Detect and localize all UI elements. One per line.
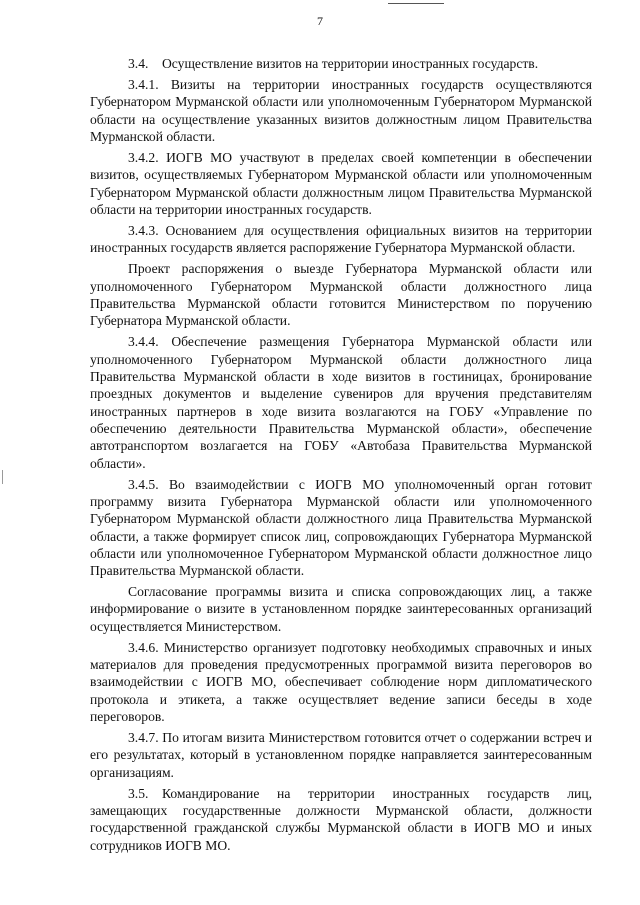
paragraph-3-4-7: 3.4.7. По итогам визита Министерством готовится отчет о содержании встреч и его результатах, который в установленном порядке направляется заинтересованным организациям.: [90, 730, 592, 780]
paragraph-draft-order: Проект распоряжения о выезде Губернатора Мурманской области или уполномоченного Губернатором Мурманской области должностного лица Правительства Мурманской области готовится Министерством по поручению Губернатора Мурманской области.: [90, 261, 592, 329]
paragraph-3-4-2: 3.4.2. ИОГВ МО участвуют в пределах своей компетенции в обеспечении визитов, осуществляемых Губернатором Мурманской области или уполномоченным Губернатором Мурманской области должностным лицом Правительства Мурманской области на территории иностранных государств.: [90, 150, 592, 217]
paragraph-3-4-3: 3.4.3. Основанием для осуществления официальных визитов на территории иностранных государств является распоряжение Губернатора Мурманской области.: [90, 223, 592, 256]
paragraph-3-5: 3.5. Командирование на территории иностранных государств лиц, замещающих государственные должности Мурманской области, должности государственной гражданской службы Мурманской области в ИОГВ МО и иных сотрудников ИОГВ МО.: [90, 785, 592, 853]
paragraph-3-4-5: 3.4.5. Во взаимодействии с ИОГВ МО уполномоченный орган готовит программу визита Губернатора Мурманской области или уполномоченного Губернатором Мурманской области должностного лица Правительства Мурманской области, а также формирует список лиц, сопровождающих Губернатора Мурманской области или уполномоченное Губернатором Мурманской области должностное лицо Правительства Мурманской области.: [90, 476, 592, 579]
paragraph-3-4-6: 3.4.6. Министерство организует подготовку необходимых справочных и иных материалов для проведения предусмотренных программой визита переговоров во взаимодействии с ИОГВ МО, обеспечивает соблюдение норм дипломатического протокола и этикета, а также осуществляет ведение записи беседы в ходе переговоров.: [90, 639, 592, 725]
paragraph-3-4-1: 3.4.1. Визиты на территории иностранных государств осуществляются Губернатором Мурманской области или уполномоченным Губернатором Мурманской области на осуществление указанных визитов должностным лицом Правительства Мурманской области.: [90, 77, 592, 144]
page-number: 7: [317, 14, 323, 28]
header-rule: [388, 3, 444, 4]
margin-mark: [2, 470, 3, 484]
document-body: [90, 55, 592, 858]
paragraph-3-4-4: 3.4.4. Обеспечение размещения Губернатора Мурманской области или уполномоченного Губернатором Мурманской области должностного лица Правительства Мурманской области в ходе визитов в гостиницах, бронирование проездных документов и выделение сувениров для вручения представителям иностранных партнеров в ходе визита возлагаются на ГОБУ «Управление по обеспечению деятельности Правительства Мурманской области», обеспечение автотранспортом возлагается на ГОБУ «Автобаза Правительства Мурманской области».: [90, 334, 592, 471]
paragraph-program-approval: Согласование программы визита и списка сопровождающих лиц, а также информирование о визите в установленном порядке заинтересованных организаций осуществляется Министерством.: [90, 584, 592, 634]
paragraph-3-4: 3.4. Осуществление визитов на территории иностранных государств.: [128, 56, 539, 71]
